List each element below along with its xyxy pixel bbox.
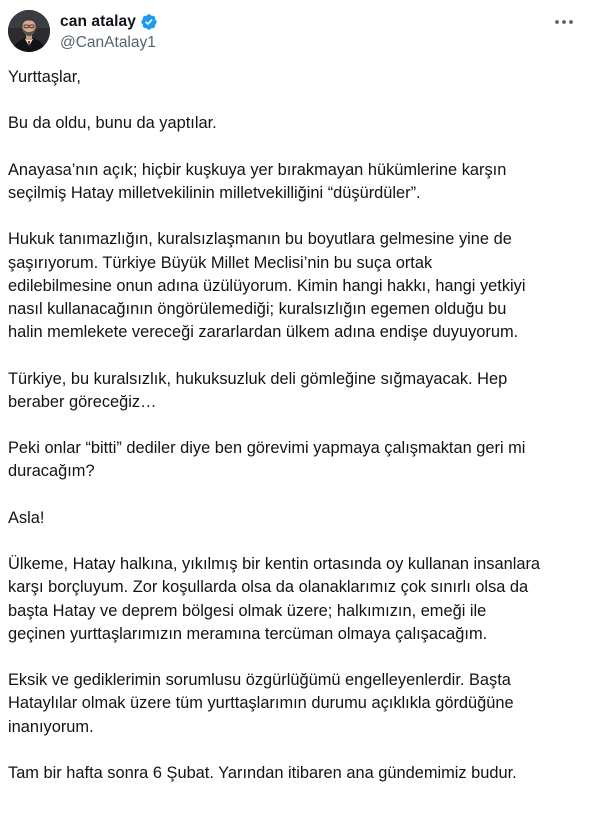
tweet-paragraph: Hukuk tanımazlığın, kuralsızlaşmanın bu boyutlara gelmesine yine de şaşırıyorum. Türkiye Büyük Millet Meclisi’nin bu suça ortak edilebilmesine onun adına üzülüyorum. Kimin hangi hakkı, hangi yetkiyi nasıl kullanacağının öngörülemediği; kuralsızlığın egemen olduğu bu halin memlekete vereceği zararlardan ülkem adına endişe duyuyorum. <box>8 230 526 342</box>
tweet-paragraph: Eksik ve gediklerimin sorumlusu özgürlüğümü engelleyenlerdir. Başta Hataylılar olmak üzere tüm yurttaşlarımın durumu açıklıkla gördüğüne inanıyorum. <box>8 671 514 736</box>
tweet-header <box>8 9 580 57</box>
verified-badge-icon[interactable] <box>140 13 158 31</box>
tweet-paragraph: Türkiye, bu kuralsızlık, hukuksuzluk deli gömleğine sığmayacak. Hep beraber göreceğiz… <box>8 369 508 411</box>
name-row <box>60 12 158 32</box>
tweet-paragraph: Yurttaşlar, <box>8 68 81 86</box>
tweet-paragraph: Tam bir hafta sonra 6 Şubat. Yarından itibaren ana gündemimiz budur. <box>8 763 517 782</box>
tweet-paragraph: Asla! <box>8 508 45 527</box>
tweet-paragraph: Anayasa’nın açık; hiçbir kuşkuya yer bırakmayan hükümlerine karşın seçilmiş Hatay milletvekilinin milletvekilliğini “düşürdüler”. <box>8 160 507 202</box>
tweet-paragraph: Bu da oldu, bunu da yaptılar. <box>8 114 217 133</box>
display-name[interactable]: can atalay <box>60 13 136 30</box>
avatar-image <box>8 10 50 52</box>
author-names <box>60 12 158 52</box>
tweet-paragraph: Ülkeme, Hatay halkına, yıkılmış bir kentin ortasında oy kullanan insanlara karşı borçluyum. Zor koşullarda olsa da olanaklarımız çok sınırlı olsa da başta Hatay ve deprem bölgesi olmak üzere; halkımızın, emeği ile geçinen yurttaşlarımızın meramına tercüman olmaya çalışacağım. <box>8 555 541 643</box>
more-horizontal-icon[interactable] <box>550 12 578 32</box>
avatar[interactable] <box>8 10 50 52</box>
author-handle[interactable]: @CanAtalay1 <box>60 34 156 51</box>
tweet-paragraph: Peki onlar “bitti” dediler diye ben görevimi yapmaya çalışmaktan geri mi duracağım? <box>8 439 526 481</box>
tweet-text <box>8 66 576 785</box>
